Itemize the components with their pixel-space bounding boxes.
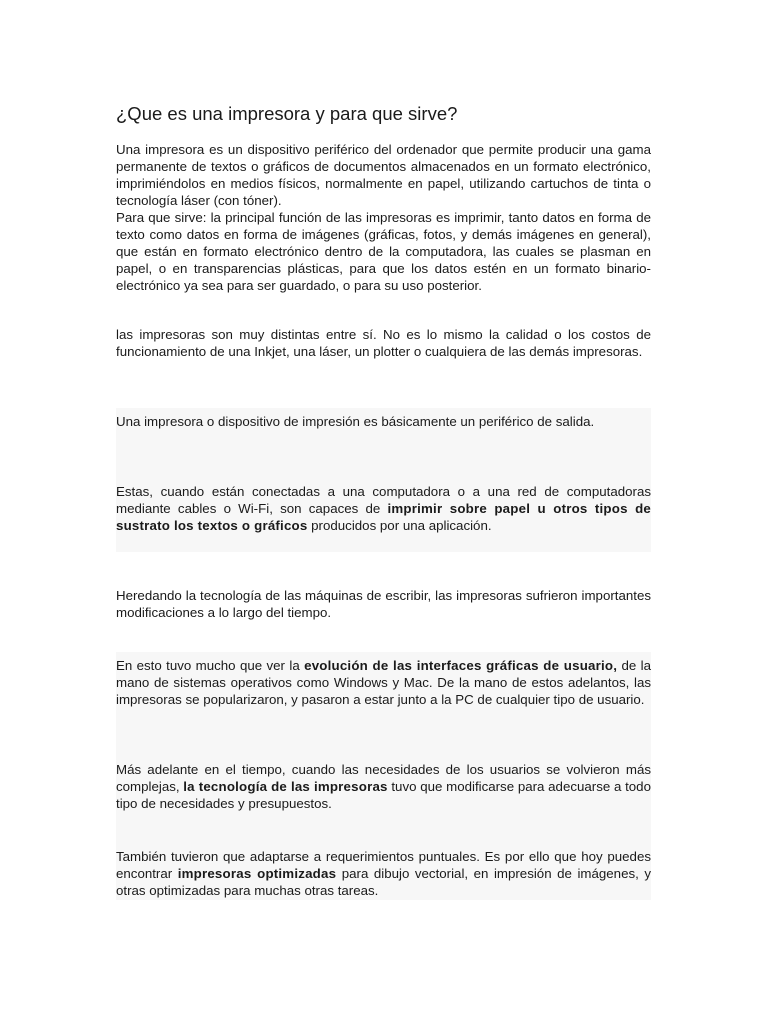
bold-text-run: impresoras optimizadas [177,866,337,881]
paragraph-purpose: Para que sirve: la principal función de las impresoras es imprimir, tanto datos en forma de texto como datos en forma de imágenes (gráficas, fotos, y demás imágenes en general), que están en formato electrónico dentro de la computadora, las cuales se plasman en papel, o en transparencias plásticas, para que los datos estén en un formato binario-electrónico ya sea para ser guardado, o para su uso posterior. [116,210,651,293]
paragraph-connection [116,483,651,534]
text-run: Estas, cuando están conectadas a una computadora o a una red de computadoras mediante cables o Wi-Fi, son capaces de [116,484,651,516]
bold-text-run: la tecnología de las impresoras [183,779,388,794]
text-run: tuvo que modificarse para adecuarse a todo tipo de necesidades y presupuestos. [116,779,651,811]
text-run: Más adelante en el tiempo, cuando las necesidades de los usuarios se volvieron más complejas, [116,762,651,794]
text-run: producidos por una aplicación. [307,518,492,533]
document-page [116,0,651,1024]
document-title: ¿Que es una impresora y para que sirve? [116,103,458,124]
text-run: de la mano de sistemas operativos como Windows y Mac. De la mano de estos adelantos, las impresoras se popularizaron, y pasaron a estar junto a la PC de cualquier tipo de usuario. [116,658,652,707]
paragraph-background [116,448,651,480]
text-run: También tuvieron que adaptarse a requerimientos puntuales. Es por ello que hoy puedes encontrar [116,849,651,881]
paragraph-background [116,816,651,842]
paragraph-specialization [116,848,651,899]
paragraph-output-device: Una impresora o dispositivo de impresión es básicamente un periférico de salida. [116,414,595,429]
paragraph-background [116,728,651,758]
paragraph-complexity [116,761,651,812]
paragraph-differences: las impresoras son muy distintas entre sí. No es lo mismo la calidad o los costos de funcionamiento de una Inkjet, una láser, un plotter o cualquiera de las demás impresoras. [116,327,651,359]
bold-text-run: evolución de las interfaces gráficas de usuario, [304,658,618,673]
bold-text-run: imprimir sobre papel u otros tipos de sustrato los textos o gráficos [116,501,651,533]
paragraph-heritage: Heredando la tecnología de las máquinas de escribir, las impresoras sufrieron importantes modificaciones a lo largo del tiempo. [116,588,651,620]
paragraph-definition: Una impresora es un dispositivo periférico del ordenador que permite producir una gama permanente de textos o gráficos de documentos almacenados en un formato electrónico, imprimiéndolos en medios físicos, normalmente en papel, utilizando cartuchos de tinta o tecnología láser (con tóner). [116,142,651,208]
text-run: para dibujo vectorial, en impresión de imágenes, y otras optimizadas para muchas otras tareas. [116,866,651,898]
paragraph-interfaces [116,657,651,708]
text-run: En esto tuvo mucho que ver la [116,658,305,673]
